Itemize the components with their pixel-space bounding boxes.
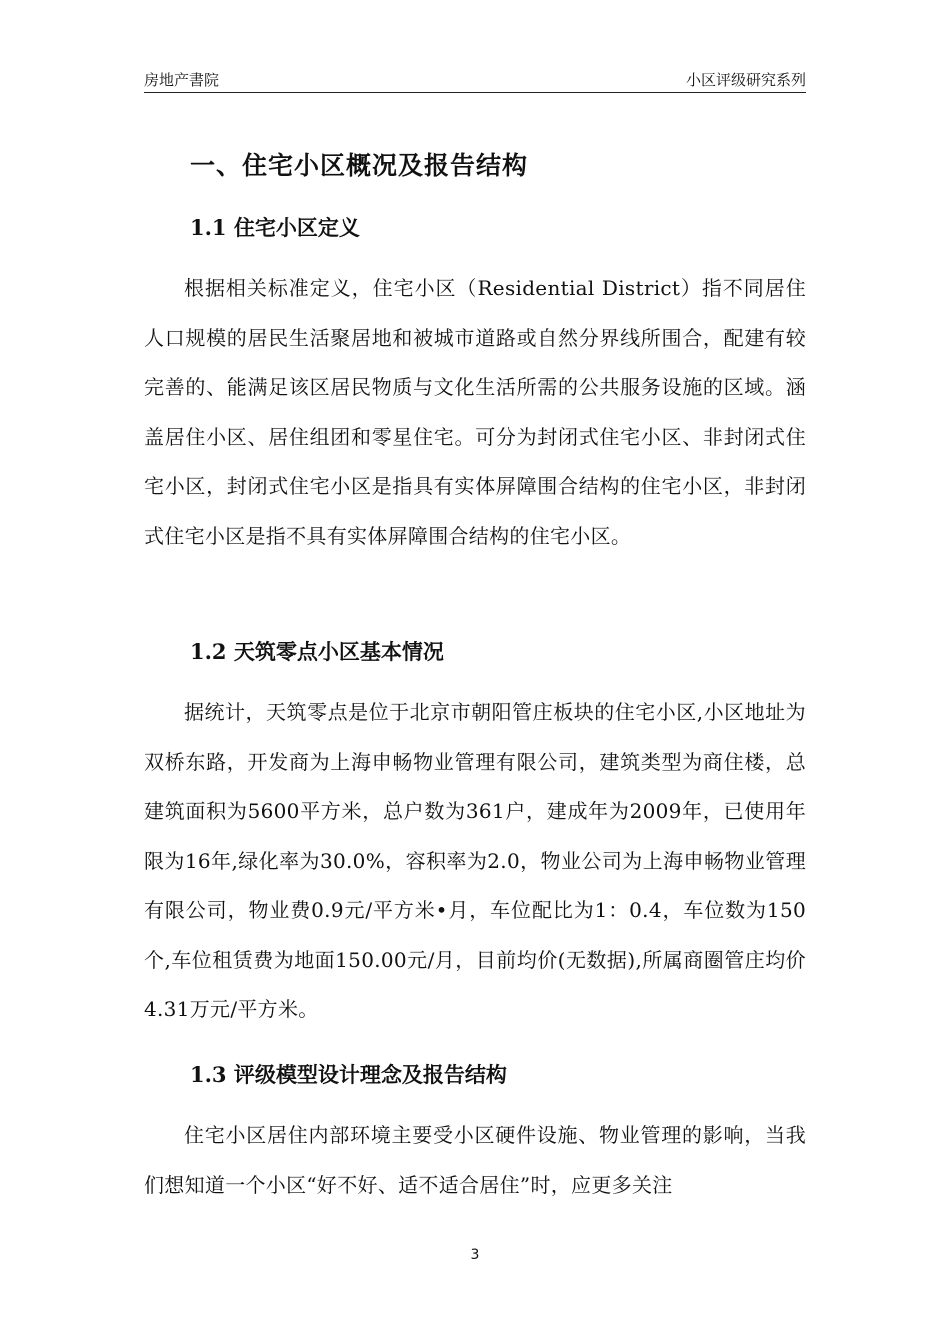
header-series-title: 小区评级研究系列 (685, 71, 806, 89)
page-header (144, 64, 806, 93)
section-paragraph-1-1: 根据相关标准定义，住宅小区（Residential District）指不同居住人口规模的居民生活聚居地和被城市道路或自然分界线所围合，配建有较完善的、能满足该区居民物质与文化生活所需的公共服务设施的区域。涵盖居住小区、居住组团和零星住宅。可分为封闭式住宅小区、非封闭式住宅小区，封闭式住宅小区是指具有实体屏障围合结构的住宅小区，非封闭式住宅小区是指不具有实体屏障围合结构的住宅小区。 (144, 276, 806, 548)
section-heading-1-1: 1.1 住宅小区定义 (190, 215, 360, 240)
section-paragraph-1-3: 住宅小区居住内部环境主要受小区硬件设施、物业管理的影响，当我们想知道一个小区“好不好、适不适合居住”时，应更多关注 (144, 1123, 806, 1197)
chapter-heading: 一、住宅小区概况及报告结构 (190, 151, 529, 180)
section-paragraph-1-2: 据统计，天筑零点是位于北京市朝阳管庄板块的住宅小区,小区地址为双桥东路，开发商为上海申畅物业管理有限公司，建筑类型为商住楼，总建筑面积为5600平方米，总户数为361户，建成年为2009年，已使用年限为16年,绿化率为30.0%，容积率为2.0，物业公司为上海申畅物业管理有限公司，物业费0.9元/平方米•月，车位配比为1：0.4，车位数为150个,车位租赁费为地面150.00元/月，目前均价(无数据),所属商圈管庄均价4.31万元/平方米。 (144, 700, 806, 1021)
page-number: 3 (470, 1247, 480, 1263)
section-heading-1-2: 1.2 天筑零点小区基本情况 (190, 639, 444, 664)
section-heading-1-3: 1.3 评级模型设计理念及报告结构 (190, 1062, 507, 1087)
header-publisher: 房地产書院 (144, 71, 220, 89)
